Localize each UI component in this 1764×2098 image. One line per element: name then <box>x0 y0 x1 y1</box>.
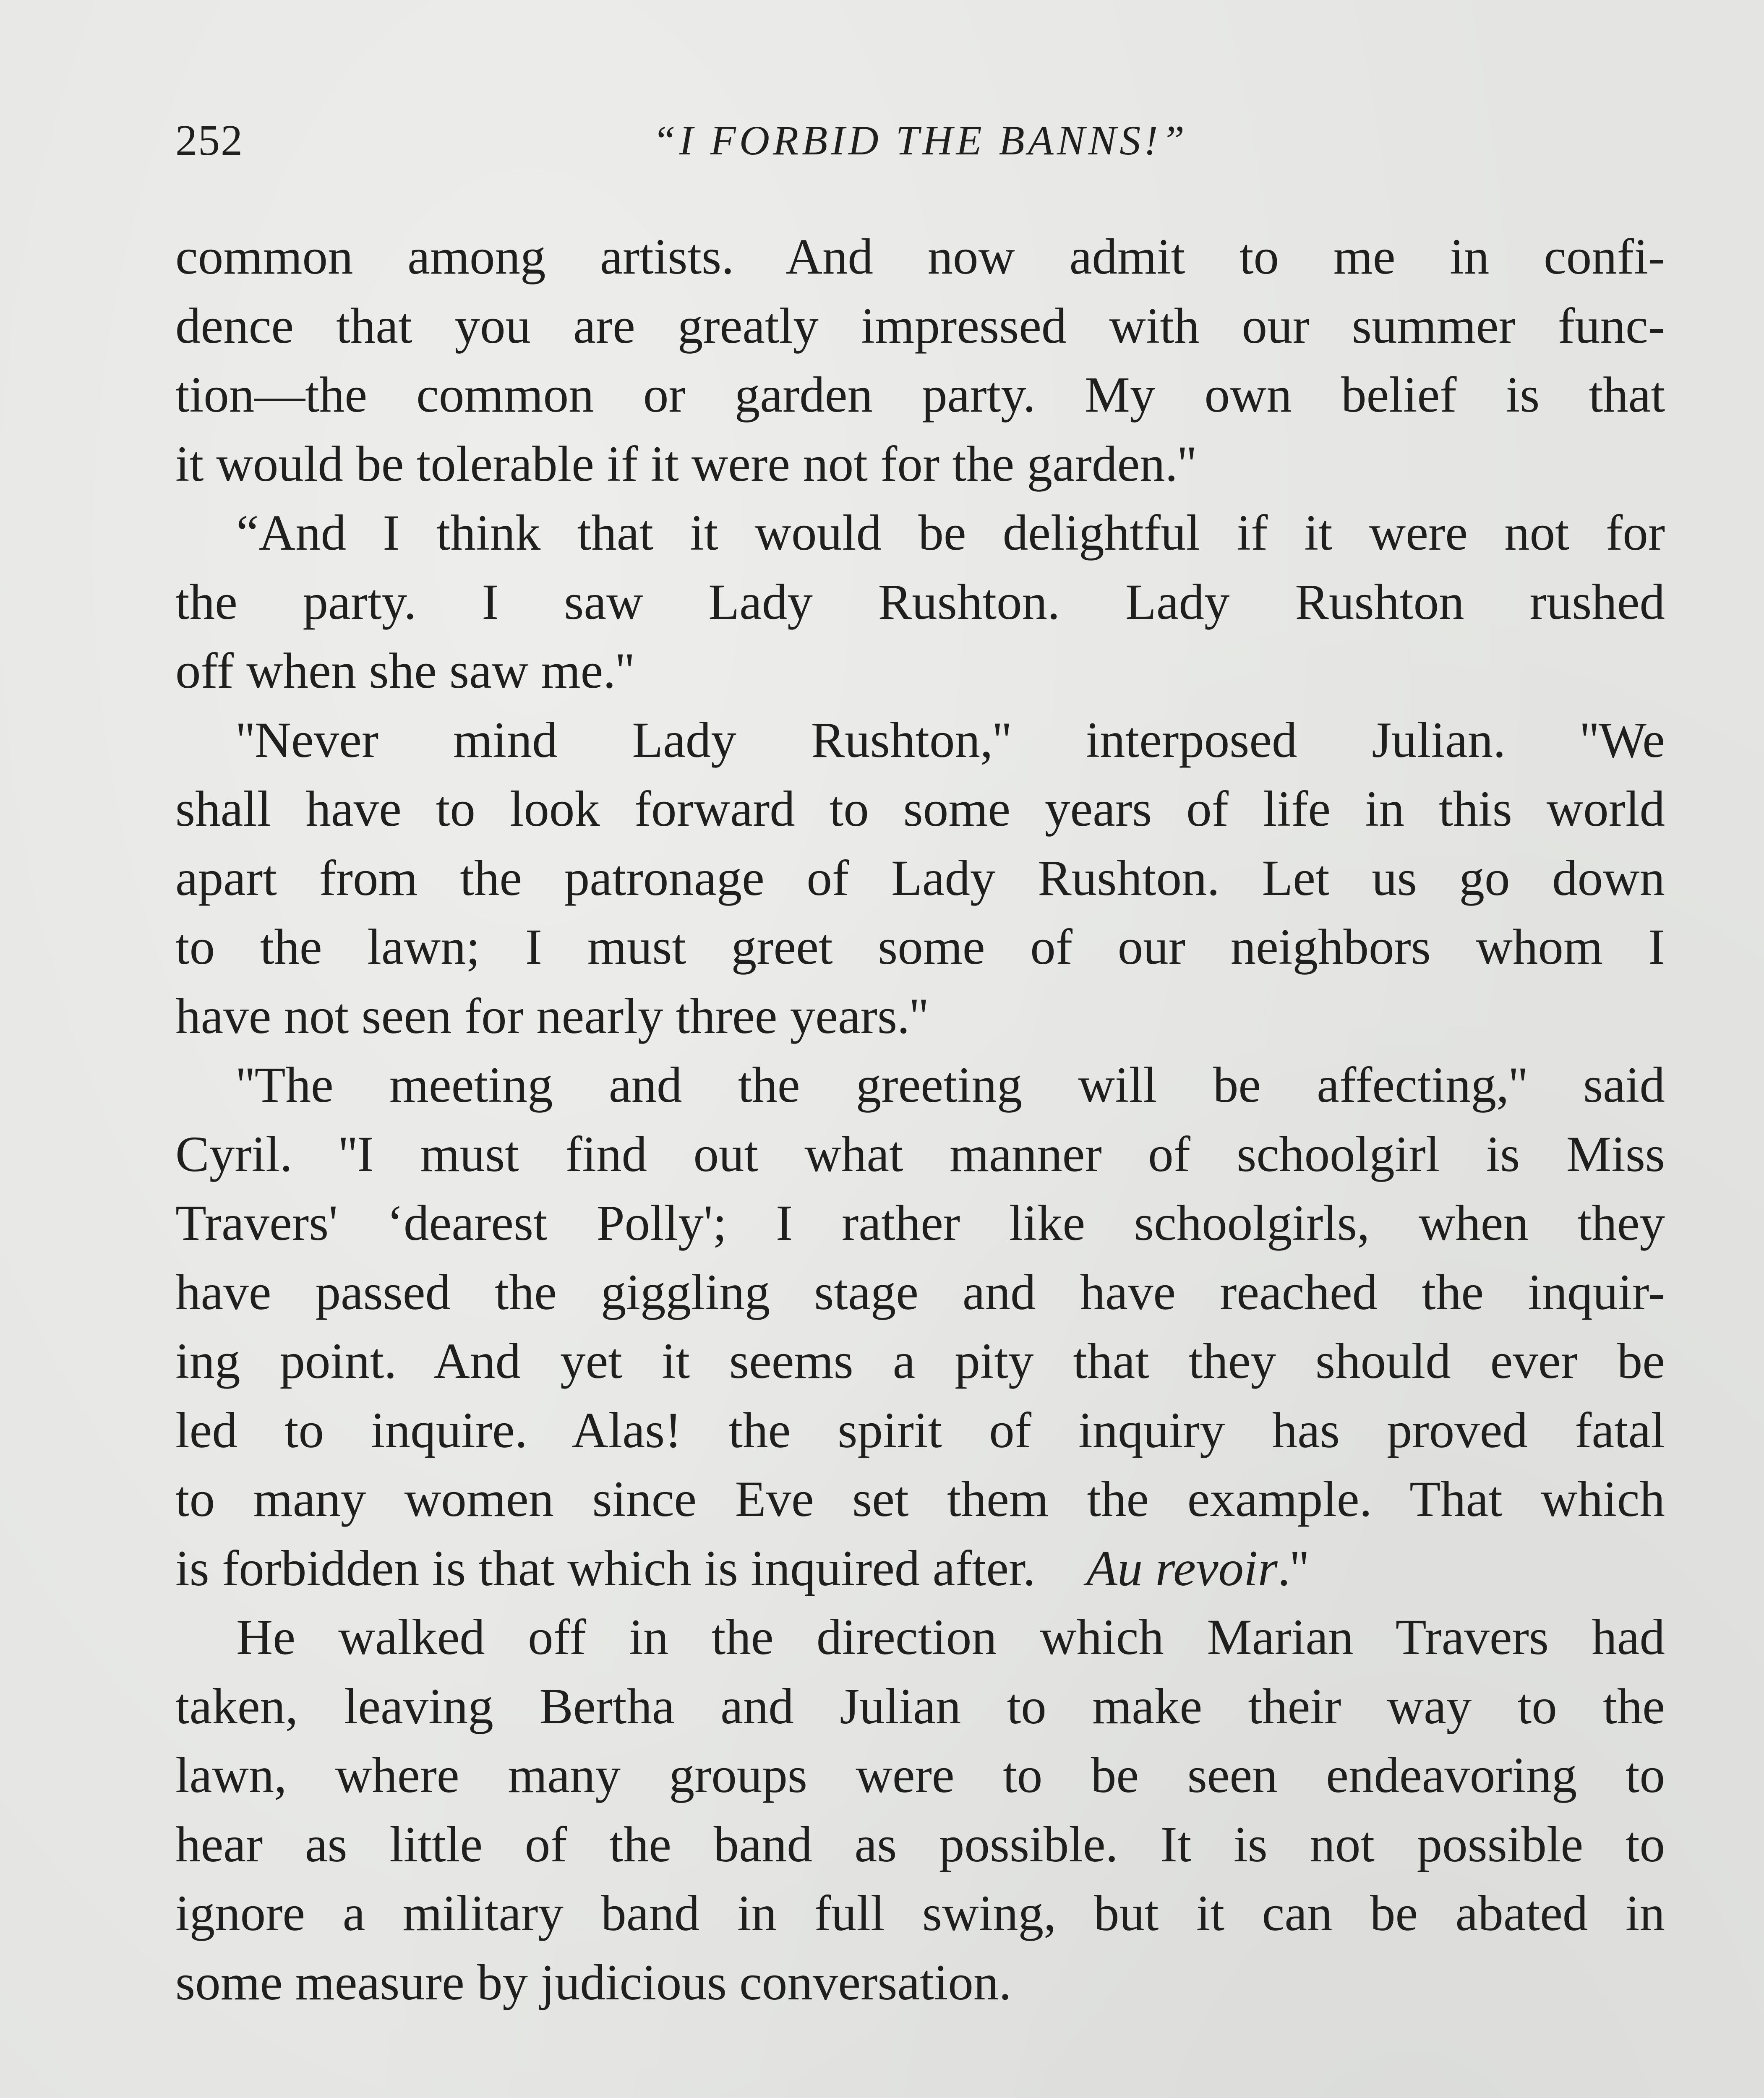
text-line <box>175 775 1665 844</box>
text-line-content: apart from the patronage of Lady Rushton. Let us go down <box>175 850 1665 906</box>
text-line <box>175 706 1665 775</box>
text-line <box>175 1948 1665 2017</box>
text-line-content: ''Never mind Lady Rushton,'' interposed Julian. ''We <box>236 712 1665 768</box>
text-line <box>175 1327 1665 1396</box>
text-line-content: Cyril. ''I must find out what manner of schoolgirl is Miss <box>175 1126 1665 1182</box>
italic-phrase: Au revoir <box>1086 1540 1278 1597</box>
text-line <box>175 1672 1665 1741</box>
text-line <box>175 360 1665 430</box>
text-line <box>175 1396 1665 1465</box>
text-line-content: led to inquire. Alas! the spirit of inquiry has proved fatal <box>175 1402 1665 1459</box>
text-line-content: to many women since Eve set them the example. That which <box>175 1471 1665 1527</box>
text-line-content: ignore a military band in full swing, but it can be abated in <box>175 1885 1665 1941</box>
text-line <box>175 1189 1665 1258</box>
text-line <box>175 568 1665 637</box>
text-line <box>175 1258 1665 1327</box>
text-line <box>175 982 1665 1051</box>
text-line <box>175 1120 1665 1189</box>
text-line-content: the party. I saw Lady Rushton. Lady Rushton rushed <box>175 574 1665 630</box>
page-number: 252 <box>175 116 243 164</box>
text-line <box>175 498 1665 568</box>
text-line-content: “And I think that it would be delightful if it were not for <box>236 505 1665 561</box>
text-line-content: is forbidden is that which is inquired after. <box>175 1540 1036 1597</box>
text-line <box>175 844 1665 913</box>
running-title: “I FORBID THE BANNS!” <box>652 117 1188 164</box>
text-line-content: have not seen for nearly three years.'' <box>175 988 928 1044</box>
text-line-content: some measure by judicious conversation. <box>175 1954 1012 2011</box>
text-line-content: common among artists. And now admit to me in confi- <box>175 229 1665 285</box>
closing-punctuation: .'' <box>1277 1540 1309 1597</box>
text-line-content: ''The meeting and the greeting will be affecting,'' said <box>236 1057 1665 1113</box>
text-line-content: taken, leaving Bertha and Julian to make their way to the <box>175 1678 1665 1735</box>
text-line-content: tion—the common or garden party. My own belief is that <box>175 367 1665 423</box>
text-line <box>175 1051 1665 1120</box>
text-line-content: have passed the giggling stage and have reached the inquir- <box>175 1264 1665 1320</box>
text-line <box>175 1810 1665 1879</box>
text-line <box>175 913 1665 982</box>
text-line-content: hear as little of the band as possible. It is not possible to <box>175 1816 1665 1873</box>
text-line-content: lawn, where many groups were to be seen endeavoring to <box>175 1747 1665 1803</box>
text-line <box>175 292 1665 361</box>
text-line-content: dence that you are greatly impressed with our summer func- <box>175 297 1665 354</box>
running-head <box>175 113 1665 168</box>
text-line-content: Travers' ‘dearest Polly'; I rather like schoolgirls, when they <box>175 1195 1665 1251</box>
text-line <box>175 222 1665 292</box>
text-line-content: it would be tolerable if it were not for the garden.'' <box>175 436 1196 492</box>
text-line <box>175 1465 1665 1534</box>
text-line <box>175 637 1665 706</box>
text-line-content: to the lawn; I must greet some of our neighbors whom I <box>175 919 1665 975</box>
text-line <box>175 1603 1665 1672</box>
text-line <box>175 1879 1665 1948</box>
text-line <box>175 1534 1665 1603</box>
text-line-content: He walked off in the direction which Marian Travers had <box>236 1609 1665 1665</box>
body-text <box>175 222 1665 2017</box>
text-line-content: ing point. And yet it seems a pity that they should ever be <box>175 1333 1665 1389</box>
text-line <box>175 430 1665 499</box>
text-line-content: shall have to look forward to some years of life in this world <box>175 781 1665 837</box>
text-line-content: off when she saw me.'' <box>175 643 634 699</box>
text-line <box>175 1741 1665 1810</box>
